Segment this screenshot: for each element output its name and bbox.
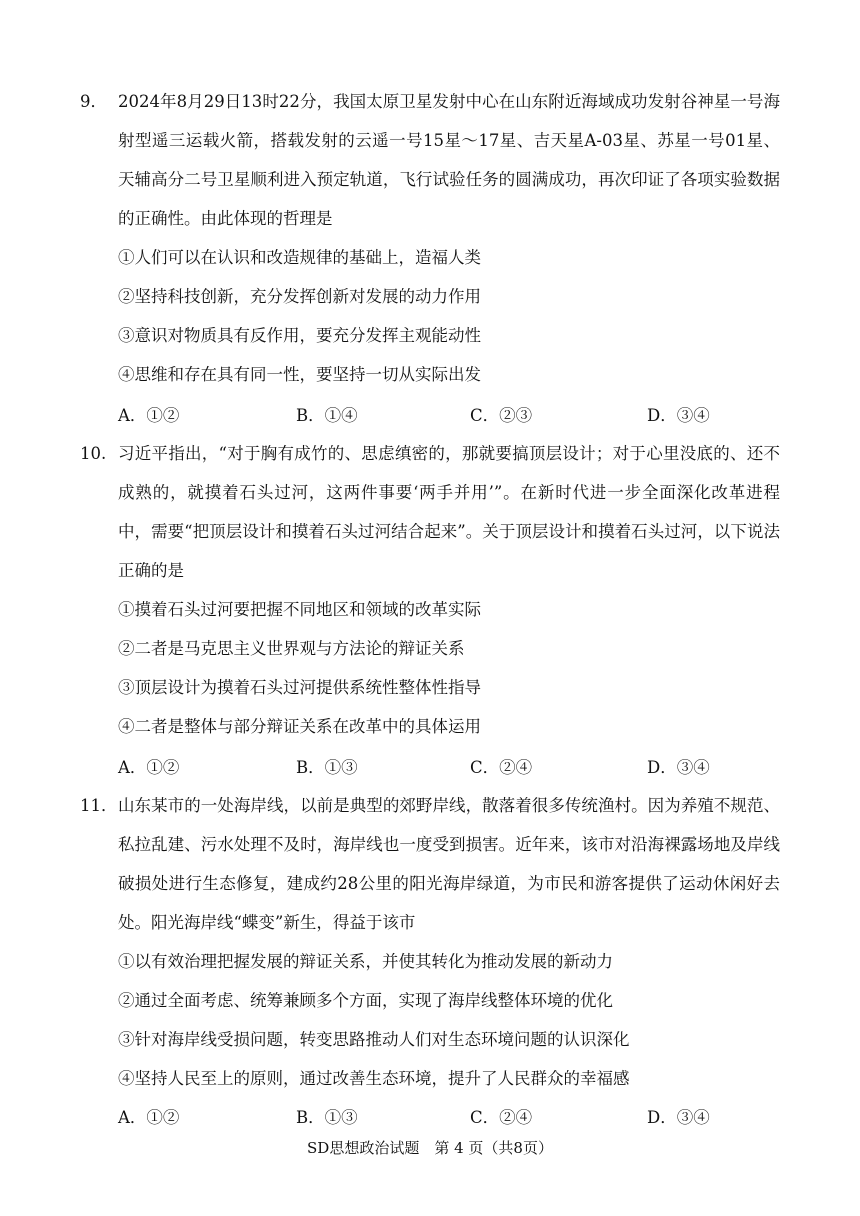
statement-option: ①摸着石头过河要把握不同地区和领域的改革实际	[118, 600, 481, 619]
choice-d: D．③④	[647, 406, 710, 425]
statement-option: ②坚持科技创新，充分发挥创新对发展的动力作用	[118, 287, 481, 306]
question-stem: 习近平指出，“对于胸有成竹的、思虑缜密的，那就要搞顶层设计；对于心里没底的、还不成熟的，就摸着石头过河，这两件事要‘两手并用’”。在新时代进一步全面深化改革进程中，需要“把顶层设计和摸着石头过河结合起来”。关于顶层设计和摸着石头过河，以下说法正确的是	[118, 444, 780, 580]
choice-a: A．①②	[118, 406, 180, 425]
statement-option: ④坚持人民至上的原则，通过改善生态环境，提升了人民群众的幸福感	[118, 1069, 630, 1088]
choice-c: C．②④	[470, 1108, 533, 1127]
question-number: 11．	[80, 796, 118, 815]
statement-option: ④思维和存在具有同一性，要坚持一切从实际出发	[118, 365, 481, 384]
choice-a: A．①②	[118, 758, 180, 777]
question-number: 10.	[80, 444, 107, 463]
statement-option: ①以有效治理把握发展的辩证关系，并使其转化为推动发展的新动力	[118, 952, 613, 971]
statement-option: ②通过全面考虑、统筹兼顾多个方面，实现了海岸线整体环境的优化	[118, 991, 613, 1010]
statement-option: ②二者是马克思主义世界观与方法论的辩证关系	[118, 639, 465, 658]
choice-c: C．②④	[470, 758, 533, 777]
choice-a: A．①②	[118, 1108, 180, 1127]
statement-option: ①人们可以在认识和改造规律的基础上，造福人类	[118, 248, 481, 267]
statement-option: ③意识对物质具有反作用，要充分发挥主观能动性	[118, 326, 481, 345]
statement-option: ④二者是整体与部分辩证关系在改革中的具体运用	[118, 717, 481, 736]
question-number: 9．	[80, 92, 107, 111]
choice-d: D．③④	[647, 758, 710, 777]
choice-b: B．①④	[296, 406, 358, 425]
page-footer: SD思想政治试题 第 4 页（共8页）	[307, 1139, 553, 1157]
question-stem: 山东某市的一处海岸线，以前是典型的郊野岸线，散落着很多传统渔村。因为养殖不规范、私拉乱建、污水处理不及时，海岸线也一度受到损害。近年来，该市对沿海裸露场地及岸线破损处进行生态修复，建成约28公里的阳光海岸绿道，为市民和游客提供了运动休闲好去处。阳光海岸线“蝶变”新生，得益于该市	[118, 796, 780, 932]
statement-option: ③针对海岸线受损问题，转变思路推动人们对生态环境问题的认识深化	[118, 1030, 630, 1049]
choice-c: C．②③	[470, 406, 533, 425]
statement-option: ③顶层设计为摸着石头过河提供系统性整体性指导	[118, 678, 481, 697]
choice-d: D．③④	[647, 1108, 710, 1127]
choice-b: B．①③	[296, 1108, 358, 1127]
question-stem: 2024年8月29日13时22分，我国太原卫星发射中心在山东附近海域成功发射谷神星一号海射型遥三运载火箭，搭载发射的云遥一号15星～17星、吉天星A-03星、苏星一号01星、天辅高分二号卫星顺利进入预定轨道，飞行试验任务的圆满成功，再次印证了各项实验数据的正确性。由此体现的哲理是	[118, 92, 780, 228]
choice-b: B．①③	[296, 758, 358, 777]
